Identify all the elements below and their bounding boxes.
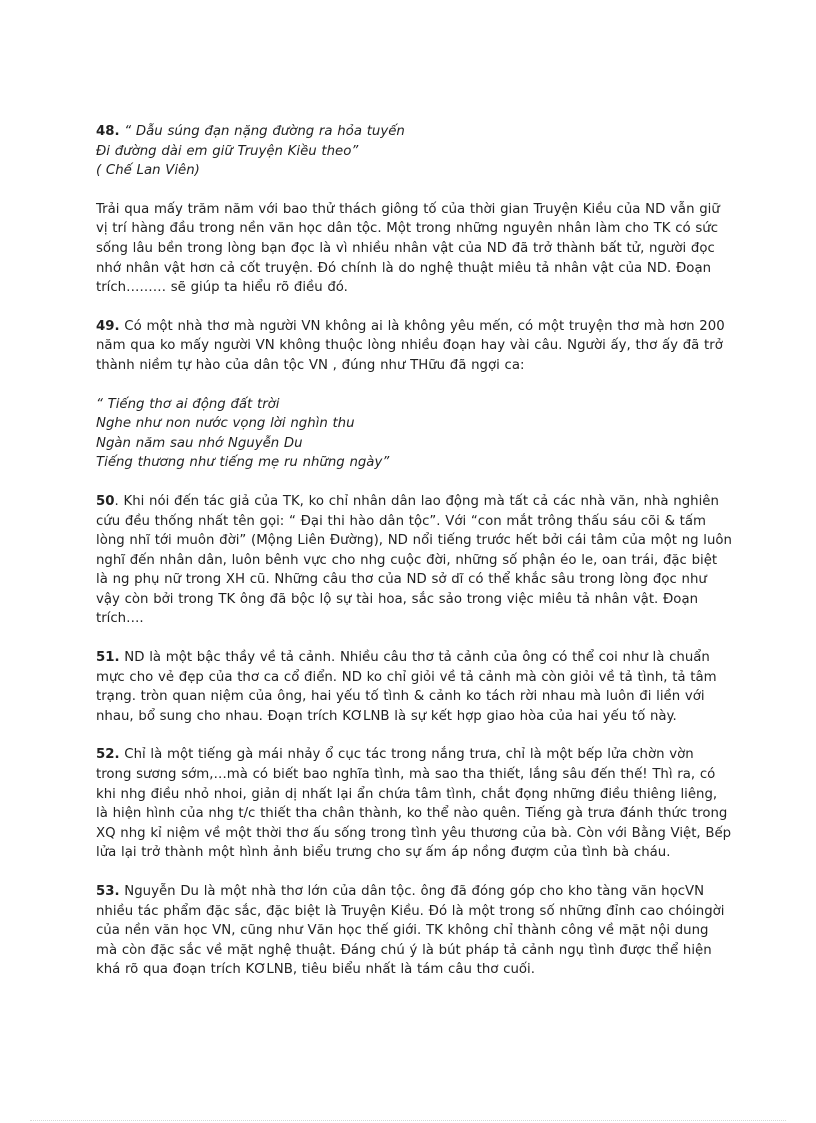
paragraph-text: 50. Khi nói đến tác giả của TK, ko chỉ nhân dân lao động mà tất cả các nhà văn, nhà nghiên cứu đều thống nhất tên gọi: “ Đại thi hào dân tộc”. Với “con mắt trông thấu sáu cõi & tấm lòng nhĩ tới muôn đời” (Mộng Liên Đường), ND nổi tiếng trước hết bởi cái tâm của một ng luôn nghĩ đến nhân dân, luôn bênh vực cho nhg cuộc đời, những số phận éo le, oan trái, đặc biệt là ng phụ nữ trong XH cũ. Những câu thơ của ND sở dĩ có thể khắc sâu trong lòng đọc như vậy còn bởi trong TK ông đã bộc lộ sự tài hoa, sắc sảo trong việc miêu tả nhân vật. Đoạn trích…. <box>96 493 732 627</box>
verse-line: “ Tiếng thơ ai động đất trời <box>96 396 280 412</box>
verse-line: Tiếng thương như tiếng mẹ ru những ngày” <box>96 455 390 471</box>
verse-line: 48. “ Dẫu súng đạn nặng đường ra hỏa tuyến <box>96 124 405 139</box>
paragraph-53 <box>96 882 732 980</box>
paragraph-number: 51. <box>96 650 120 666</box>
verse-line: Ngàn năm sau nhớ Nguyễn Du <box>96 435 303 451</box>
paragraph-52 <box>96 745 732 863</box>
paragraph-number: 52. <box>96 747 120 763</box>
verse-quote <box>96 395 732 473</box>
paragraph-number: 48. <box>96 124 120 139</box>
paragraph-48 <box>96 122 732 181</box>
paragraph-48-body <box>96 200 732 298</box>
paragraph-49 <box>96 317 732 376</box>
paragraph-text: 51. ND là một bậc thầy về tả cảnh. Nhiều câu thơ tả cảnh của ông có thể coi như là chuẩn mực cho vẻ đẹp của thơ ca cổ điển. ND ko chỉ giỏi về tả cảnh mà còn giỏi về tả tình, tả tâm trạng. tròn quan niệm của ông, hai yếu tố tình & cảnh ko tách rời nhau mà luôn đi liền với nhau, bổ sung cho nhau. Đoạn trích KƠLNB là sự kết hợp giao hòa của hai yếu tố này. <box>96 650 717 724</box>
paragraph-text: Trải qua mấy trăm năm với bao thử thách giông tố của thời gian Truyện Kiều của ND vẫn giữ vị trí hàng đầu trong nền văn học dân tộc. Một trong những nguyên nhân làm cho TK có sức sống lâu bền trong lòng bạn đọc là vì nhiều nhân vật của ND đã trở thành bất tử, người đọc nhớ nhân vật hơn cả cốt truyện. Đó chính là do nghệ thuật miêu tả nhân vật của ND. Đoạn trích……… sẽ giúp ta hiểu rõ điều đó. <box>96 201 720 296</box>
paragraph-text: 53. Nguyễn Du là một nhà thơ lớn của dân tộc. ông đã đóng góp cho kho tàng văn họcVN nhiều tác phẩm đặc sắc, đặc biệt là Truyện Kiều. Đó là một trong số những đỉnh cao chóingời của nền văn học VN, cũng như Văn học thế giới. TK không chỉ thành công về mặt nội dung mà còn đặc sắc về mặt nghệ thuật. Đáng chú ý là bút pháp tả cảnh ngụ tình được thể hiện khá rõ qua đoạn trích KƠLNB, tiêu biểu nhất là tám câu thơ cuối. <box>96 884 725 978</box>
paragraph-number: 50 <box>96 493 115 509</box>
verse-line: Đi đường dài em giữ Truyện Kiều theo” <box>96 143 359 159</box>
paragraph-text: 52. Chỉ là một tiếng gà mái nhảy ổ cục tác trong nắng trưa, chỉ là một bếp lửa chờn vờn trong sương sớm,…mà có biết bao nghĩa tình, mà sao tha thiết, lắng sâu đến thế! Thì ra, có khi nhg điều nhỏ nhoi, giản dị nhất lại ẩn chứa tâm tình, chắt đọng những điều thiêng liêng, là hiện hình của nhg t/c thiết tha chân thành, ko thể nào quên. Tiếng gà trưa đánh thức trong XQ nhg kỉ niệm về một thời thơ ấu sống trong tình yêu thương của bà. Còn với Bằng Việt, Bếp lửa lại trở thành một hình ảnh biểu trưng cho sự ấm áp nồng đượm của tình bà cháu. <box>96 747 732 861</box>
document-body <box>96 122 732 999</box>
verse-line: Nghe như non nước vọng lời nghìn thu <box>96 416 355 432</box>
verse-attribution: ( Chế Lan Viên) <box>96 163 200 179</box>
paragraph-number: 49. <box>96 318 120 334</box>
paragraph-51 <box>96 648 732 726</box>
paragraph-number: 53. <box>96 884 120 899</box>
page-bottom-divider <box>30 1120 786 1121</box>
paragraph-text: 49. Có một nhà thơ mà người VN không ai là không yêu mến, có một truyện thơ mà hơn 200 năm qua ko mấy người VN không thuộc lòng nhiều đoạn hay vài câu. Người ấy, thơ ấy đã trở thành niềm tự hào của dân tộc VN , đúng như THữu đã ngợi ca: <box>96 318 725 373</box>
paragraph-50 <box>96 492 732 629</box>
